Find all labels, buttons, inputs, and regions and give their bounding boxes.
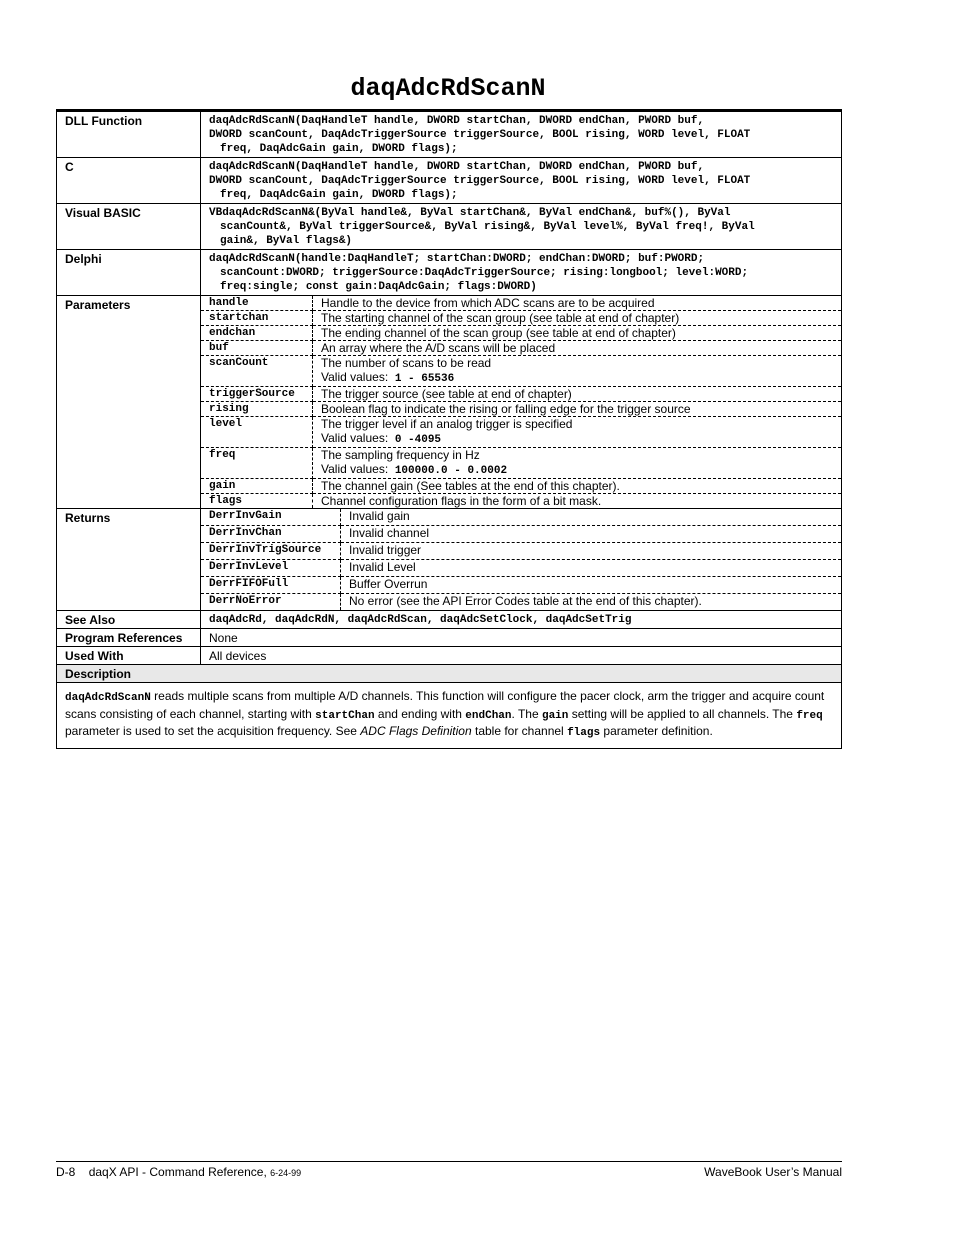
error-desc: No error (see the API Error Codes table at the end of this chapter). — [349, 594, 702, 608]
manual-title: WaveBook User’s Manual — [704, 1165, 842, 1179]
c-row — [57, 158, 842, 204]
return-row — [201, 577, 841, 594]
description-header: Description — [57, 665, 842, 683]
parameter-row — [201, 402, 841, 417]
parameter-row — [201, 296, 841, 311]
valid-values: 100000.0 - 0.0002 — [394, 465, 508, 477]
error-code: DerrNoError — [201, 594, 341, 611]
signature-line: freq, DaqAdcGain gain, DWORD flags); — [220, 143, 458, 155]
signature-line: DWORD scanCount, DaqAdcTriggerSource triggerSource, BOOL rising, WORD level, FLOAT — [209, 175, 751, 187]
row-label: Program References — [57, 629, 201, 647]
parameter-row — [201, 494, 841, 509]
row-label: Parameters — [57, 296, 201, 509]
signature-cell — [201, 111, 842, 158]
desc-italic: ADC Flags Definition — [360, 724, 472, 738]
error-desc: Buffer Overrun — [341, 577, 842, 594]
valid-values-label: Valid values: — [321, 462, 389, 476]
program-references-row — [57, 629, 842, 647]
signature-line: scanCount&, ByVal triggerSource&, ByVal rising&, ByVal level%, ByVal freq!, ByVal — [220, 221, 755, 233]
signature-line: DWORD scanCount, DaqAdcTriggerSource triggerSource, BOOL rising, WORD level, FLOAT — [209, 129, 751, 141]
error-code: DerrInvTrigSource — [201, 543, 341, 560]
parameter-name: rising — [201, 402, 313, 417]
program-references-value: None — [201, 629, 842, 647]
parameter-desc-cell — [313, 448, 842, 479]
parameters-cell — [201, 296, 842, 509]
parameter-name: handle — [201, 296, 313, 311]
parameter-desc: The trigger level if an analog trigger is specified — [321, 417, 573, 431]
parameter-desc: The channel gain (See tables at the end of this chapter). — [313, 479, 842, 494]
footer-date: 6-24-99 — [270, 1168, 302, 1178]
signature-line: gain&, ByVal flags&) — [220, 235, 353, 247]
see-also-row — [57, 611, 842, 629]
error-code: DerrInvChan — [201, 526, 341, 543]
parameter-row — [201, 356, 841, 387]
row-label: See Also — [57, 611, 201, 629]
signature-line: freq:single; const gain:DaqAdcGain; flags:DWORD) — [220, 281, 537, 293]
desc-text: parameter is used to set the acquisition frequency. See — [65, 724, 361, 738]
parameter-name: buf — [201, 341, 313, 356]
return-row — [201, 526, 841, 543]
parameter-desc: Handle to the device from which ADC scans are to be acquired — [313, 296, 842, 311]
parameter-name: gain — [201, 479, 313, 494]
parameter-name: level — [201, 417, 313, 448]
footer-left — [56, 1165, 301, 1179]
row-label: Used With — [57, 647, 201, 665]
description-row — [57, 683, 842, 749]
returns-cell — [201, 509, 842, 611]
return-row — [201, 594, 841, 611]
signature-line: daqAdcRdScanN(DaqHandleT handle, DWORD startChan, DWORD endChan, PWORD buf, — [209, 115, 705, 127]
desc-code: endChan — [465, 709, 512, 722]
parameter-desc: The number of scans to be read — [321, 356, 492, 370]
desc-text: table for channel — [471, 724, 568, 738]
see-also-value: daqAdcRd, daqAdcRdN, daqAdcRdScan, daqAdcSetClock, daqAdcSetTrig — [201, 611, 842, 629]
page-number: D-8 — [56, 1165, 76, 1179]
signature-line: daqAdcRdScanN(handle:DaqHandleT; startChan:DWORD; endChan:DWORD; buf:PWORD; — [209, 253, 705, 265]
parameter-row — [201, 326, 841, 341]
parameter-desc-cell — [313, 356, 842, 387]
desc-text: and ending with — [374, 706, 466, 721]
row-label: DLL Function — [57, 111, 201, 158]
row-label: Visual BASIC — [57, 204, 201, 250]
desc-text: parameter definition. — [600, 724, 713, 738]
page-title: daqAdcRdScanN — [350, 74, 546, 103]
row-label: Delphi — [57, 250, 201, 296]
signature-line: scanCount:DWORD; triggerSource:DaqAdcTriggerSource; rising:longbool; level:WORD; — [220, 267, 749, 279]
page-footer — [56, 1161, 842, 1179]
parameter-row — [201, 448, 841, 479]
parameters-row — [57, 296, 842, 509]
returns-row — [57, 509, 842, 611]
parameter-desc: An array where the A/D scans will be placed — [313, 341, 842, 356]
error-desc: Invalid trigger — [341, 543, 842, 560]
desc-code: gain — [541, 709, 569, 722]
used-with-row — [57, 647, 842, 665]
parameter-name: freq — [201, 448, 313, 479]
desc-text: reads multiple scans from multiple A/D channels. This function will configure the pacer clock, arm the trigger and acquire count scans consisting of each channel, starting with — [65, 689, 825, 721]
parameter-desc: The starting channel of the scan group (see table at end of chapter) — [313, 311, 842, 326]
dll-function-row — [57, 111, 842, 158]
parameter-name: endchan — [201, 326, 313, 341]
parameter-name: flags — [201, 494, 313, 509]
parameter-desc: The sampling frequency in Hz — [321, 448, 480, 462]
signature-cell — [201, 204, 842, 250]
parameter-row — [201, 387, 841, 402]
desc-func-name: daqAdcRdScanN — [65, 692, 151, 704]
return-row — [201, 543, 841, 560]
parameter-desc-cell — [313, 417, 842, 448]
parameter-desc: Boolean flag to indicate the rising or falling edge for the trigger source — [313, 402, 842, 417]
desc-code: flags — [567, 727, 601, 739]
parameter-name: startchan — [201, 311, 313, 326]
desc-code: startChan — [315, 709, 375, 722]
error-code: DerrInvGain — [201, 509, 341, 526]
section-title: daqX API - Command Reference, — [88, 1165, 267, 1179]
row-label: Returns — [57, 509, 201, 611]
parameter-row — [201, 479, 841, 494]
desc-text: . The — [511, 706, 542, 721]
parameter-desc: Channel configuration flags in the form of a bit mask. — [321, 494, 602, 508]
parameter-row — [201, 417, 841, 448]
signature-line: freq, DaqAdcGain gain, DWORD flags); — [220, 189, 458, 201]
error-desc: Invalid channel — [341, 526, 842, 543]
valid-values-label: Valid values: — [321, 370, 389, 384]
return-row — [201, 560, 841, 577]
description-text — [57, 683, 842, 749]
parameters-list — [201, 296, 841, 508]
error-desc: Invalid Level — [341, 560, 842, 577]
used-with-value: All devices — [201, 647, 842, 665]
error-code: DerrInvLevel — [201, 560, 341, 577]
desc-text: setting will be applied to all channels. The — [568, 706, 797, 721]
parameter-row — [201, 341, 841, 356]
signature-line: daqAdcRdScanN(DaqHandleT handle, DWORD startChan, DWORD endChan, PWORD buf, — [209, 161, 705, 173]
signature-line: VBdaqAdcRdScanN&(ByVal handle&, ByVal startChan&, ByVal endChan&, buf%(), ByVal — [209, 207, 731, 219]
error-desc: Invalid gain — [341, 509, 842, 526]
error-code: DerrFIFOFull — [201, 577, 341, 594]
row-label: C — [57, 158, 201, 204]
function-reference-table — [56, 109, 842, 749]
signature-cell — [201, 158, 842, 204]
parameter-desc: The trigger source (see table at end of chapter) — [313, 387, 842, 402]
return-row — [201, 509, 841, 526]
parameter-desc: The ending channel of the scan group (see table at end of chapter) — [313, 326, 842, 341]
valid-values-label: Valid values: — [321, 431, 389, 445]
parameter-row — [201, 311, 841, 326]
signature-cell — [201, 250, 842, 296]
valid-values: 1 - 65536 — [394, 373, 455, 385]
visual-basic-row — [57, 204, 842, 250]
delphi-row — [57, 250, 842, 296]
parameter-name: triggerSource — [201, 387, 313, 402]
valid-values: 0 -4095 — [394, 434, 442, 446]
parameter-name: scanCount — [201, 356, 313, 387]
returns-list — [201, 509, 841, 610]
desc-code: freq — [796, 709, 823, 722]
description-header-row — [57, 665, 842, 683]
